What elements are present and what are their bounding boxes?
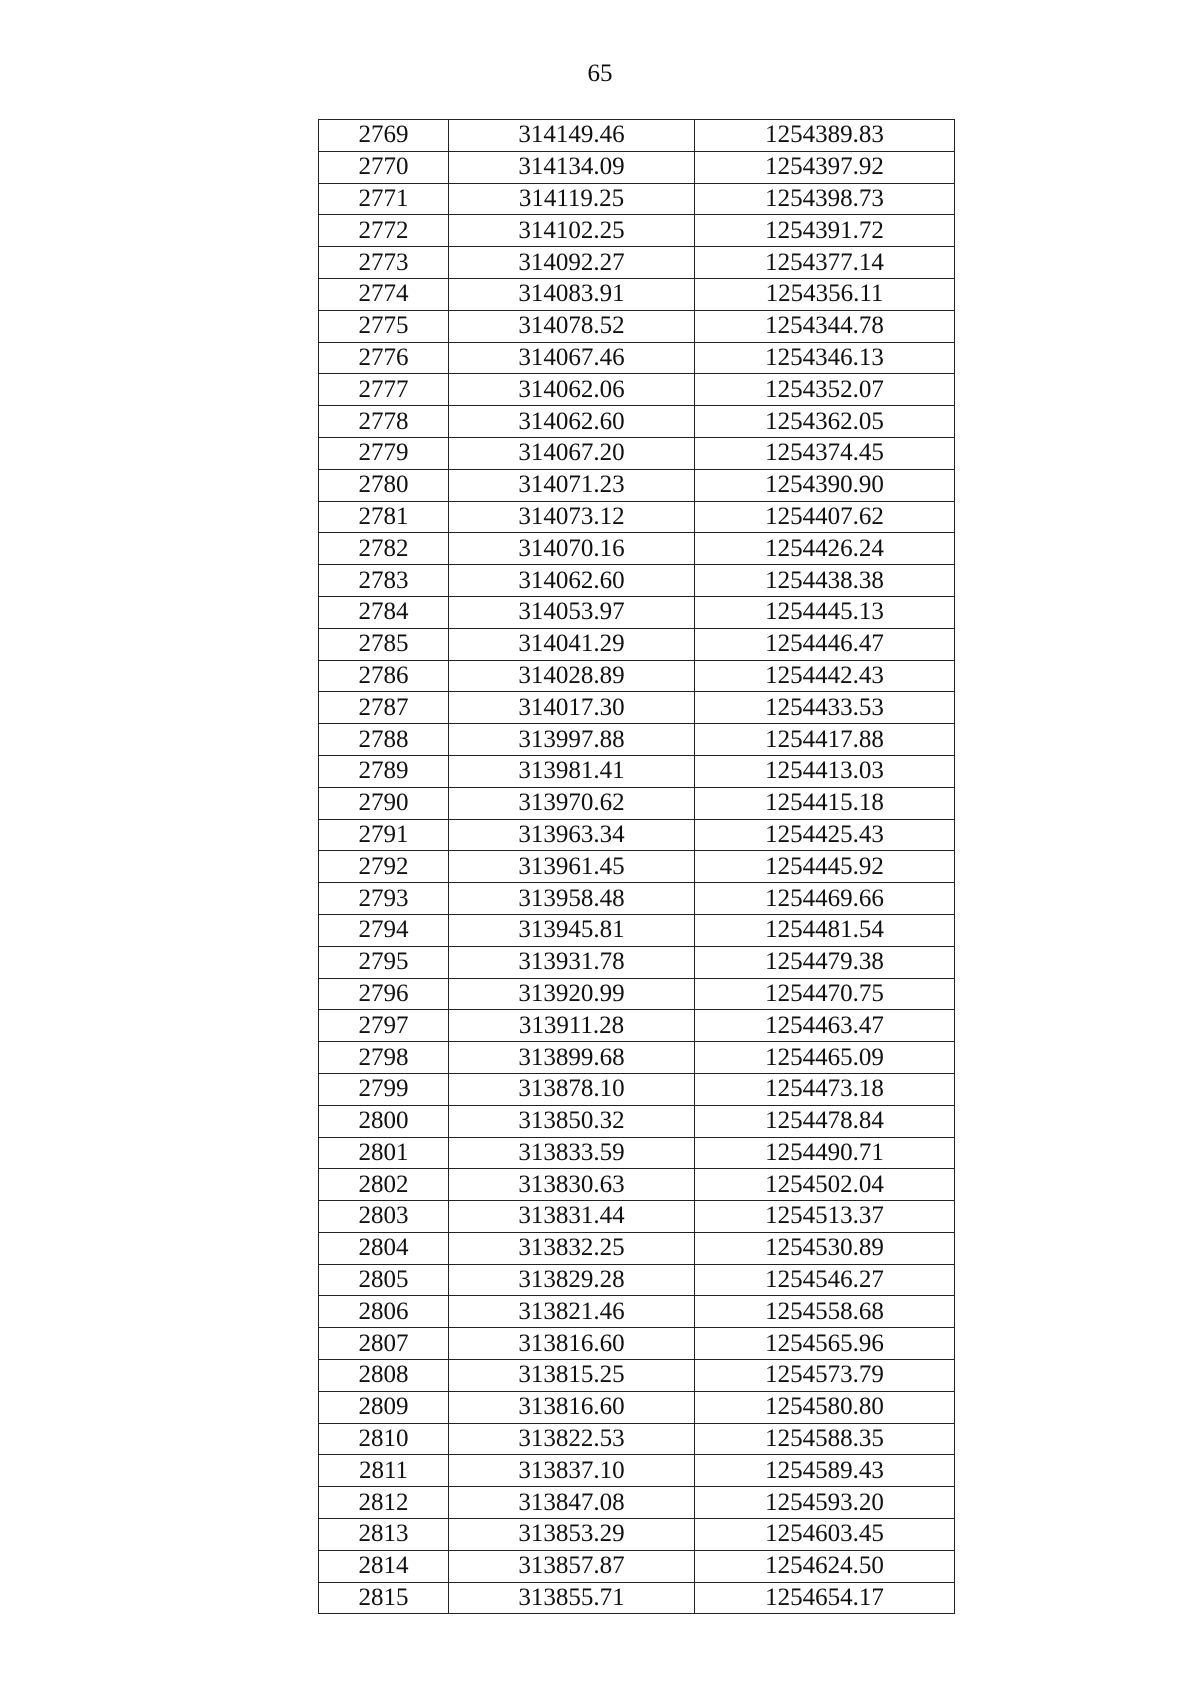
table-row	[319, 692, 955, 724]
y-coordinate-cell: 1254344.78	[695, 310, 955, 342]
table-row	[319, 724, 955, 756]
y-coordinate-cell: 1254513.37	[695, 1201, 955, 1233]
table-row	[319, 406, 955, 438]
point-number-cell: 2778	[319, 406, 449, 438]
x-coordinate-cell: 314017.30	[449, 692, 695, 724]
point-number-cell: 2780	[319, 469, 449, 501]
x-coordinate-cell: 313847.08	[449, 1487, 695, 1519]
table-row	[319, 342, 955, 374]
table-row	[319, 978, 955, 1010]
x-coordinate-cell: 314102.25	[449, 215, 695, 247]
point-number-cell: 2786	[319, 660, 449, 692]
table-row	[319, 628, 955, 660]
table-row	[319, 1391, 955, 1423]
y-coordinate-cell: 1254391.72	[695, 215, 955, 247]
x-coordinate-cell: 313945.81	[449, 914, 695, 946]
x-coordinate-cell: 313832.25	[449, 1232, 695, 1264]
table-row	[319, 883, 955, 915]
point-number-cell: 2774	[319, 278, 449, 310]
table-row	[319, 1487, 955, 1519]
table-row	[319, 1169, 955, 1201]
y-coordinate-cell: 1254580.80	[695, 1391, 955, 1423]
table-row	[319, 596, 955, 628]
point-number-cell: 2797	[319, 1010, 449, 1042]
x-coordinate-cell: 313830.63	[449, 1169, 695, 1201]
point-number-cell: 2788	[319, 724, 449, 756]
point-number-cell: 2775	[319, 310, 449, 342]
y-coordinate-cell: 1254374.45	[695, 437, 955, 469]
table-row	[319, 1455, 955, 1487]
point-number-cell: 2776	[319, 342, 449, 374]
y-coordinate-cell: 1254473.18	[695, 1073, 955, 1105]
y-coordinate-cell: 1254479.38	[695, 946, 955, 978]
table-row	[319, 1105, 955, 1137]
y-coordinate-cell: 1254530.89	[695, 1232, 955, 1264]
table-row	[319, 1582, 955, 1614]
table-row	[319, 1423, 955, 1455]
y-coordinate-cell: 1254407.62	[695, 501, 955, 533]
y-coordinate-cell: 1254356.11	[695, 278, 955, 310]
x-coordinate-cell: 313878.10	[449, 1073, 695, 1105]
y-coordinate-cell: 1254389.83	[695, 120, 955, 152]
x-coordinate-cell: 314041.29	[449, 628, 695, 660]
y-coordinate-cell: 1254481.54	[695, 914, 955, 946]
y-coordinate-cell: 1254442.43	[695, 660, 955, 692]
y-coordinate-cell: 1254445.13	[695, 596, 955, 628]
x-coordinate-cell: 314083.91	[449, 278, 695, 310]
table-row	[319, 247, 955, 279]
y-coordinate-cell: 1254470.75	[695, 978, 955, 1010]
x-coordinate-cell: 314070.16	[449, 533, 695, 565]
table-row	[319, 1232, 955, 1264]
point-number-cell: 2795	[319, 946, 449, 978]
point-number-cell: 2781	[319, 501, 449, 533]
x-coordinate-cell: 313997.88	[449, 724, 695, 756]
x-coordinate-cell: 313911.28	[449, 1010, 695, 1042]
table-row	[319, 1073, 955, 1105]
table-row	[319, 1519, 955, 1551]
table-row	[319, 1328, 955, 1360]
table-row	[319, 1264, 955, 1296]
y-coordinate-cell: 1254546.27	[695, 1264, 955, 1296]
table-row	[319, 914, 955, 946]
table-row	[319, 1042, 955, 1074]
x-coordinate-cell: 314073.12	[449, 501, 695, 533]
y-coordinate-cell: 1254465.09	[695, 1042, 955, 1074]
y-coordinate-cell: 1254573.79	[695, 1360, 955, 1392]
point-number-cell: 2799	[319, 1073, 449, 1105]
point-number-cell: 2798	[319, 1042, 449, 1074]
x-coordinate-cell: 313837.10	[449, 1455, 695, 1487]
point-number-cell: 2770	[319, 151, 449, 183]
x-coordinate-cell: 314067.46	[449, 342, 695, 374]
table-row	[319, 819, 955, 851]
x-coordinate-cell: 313831.44	[449, 1201, 695, 1233]
point-number-cell: 2782	[319, 533, 449, 565]
point-number-cell: 2805	[319, 1264, 449, 1296]
x-coordinate-cell: 314078.52	[449, 310, 695, 342]
table-row	[319, 1550, 955, 1582]
y-coordinate-cell: 1254624.50	[695, 1550, 955, 1582]
x-coordinate-cell: 314067.20	[449, 437, 695, 469]
y-coordinate-cell: 1254558.68	[695, 1296, 955, 1328]
point-number-cell: 2801	[319, 1137, 449, 1169]
x-coordinate-cell: 313958.48	[449, 883, 695, 915]
point-number-cell: 2785	[319, 628, 449, 660]
x-coordinate-cell: 314062.60	[449, 565, 695, 597]
y-coordinate-cell: 1254413.03	[695, 755, 955, 787]
table-row	[319, 1201, 955, 1233]
table-row	[319, 501, 955, 533]
y-coordinate-cell: 1254589.43	[695, 1455, 955, 1487]
x-coordinate-cell: 313899.68	[449, 1042, 695, 1074]
x-coordinate-cell: 313816.60	[449, 1391, 695, 1423]
point-number-cell: 2806	[319, 1296, 449, 1328]
table-row	[319, 120, 955, 152]
point-number-cell: 2769	[319, 120, 449, 152]
point-number-cell: 2807	[319, 1328, 449, 1360]
point-number-cell: 2815	[319, 1582, 449, 1614]
page-number: 65	[587, 60, 613, 87]
y-coordinate-cell: 1254377.14	[695, 247, 955, 279]
x-coordinate-cell: 314071.23	[449, 469, 695, 501]
point-number-cell: 2771	[319, 183, 449, 215]
y-coordinate-cell: 1254425.43	[695, 819, 955, 851]
y-coordinate-cell: 1254398.73	[695, 183, 955, 215]
y-coordinate-cell: 1254565.96	[695, 1328, 955, 1360]
x-coordinate-cell: 313829.28	[449, 1264, 695, 1296]
table-row	[319, 469, 955, 501]
x-coordinate-cell: 313855.71	[449, 1582, 695, 1614]
point-number-cell: 2808	[319, 1360, 449, 1392]
y-coordinate-cell: 1254438.38	[695, 565, 955, 597]
y-coordinate-cell: 1254593.20	[695, 1487, 955, 1519]
x-coordinate-cell: 313816.60	[449, 1328, 695, 1360]
point-number-cell: 2802	[319, 1169, 449, 1201]
table-row	[319, 1296, 955, 1328]
x-coordinate-cell: 314149.46	[449, 120, 695, 152]
y-coordinate-cell: 1254415.18	[695, 787, 955, 819]
y-coordinate-cell: 1254352.07	[695, 374, 955, 406]
table-row	[319, 310, 955, 342]
y-coordinate-cell: 1254445.92	[695, 851, 955, 883]
point-number-cell: 2787	[319, 692, 449, 724]
x-coordinate-cell: 313850.32	[449, 1105, 695, 1137]
x-coordinate-cell: 313853.29	[449, 1519, 695, 1551]
y-coordinate-cell: 1254478.84	[695, 1105, 955, 1137]
point-number-cell: 2772	[319, 215, 449, 247]
point-number-cell: 2777	[319, 374, 449, 406]
x-coordinate-cell: 314119.25	[449, 183, 695, 215]
point-number-cell: 2779	[319, 437, 449, 469]
x-coordinate-cell: 313821.46	[449, 1296, 695, 1328]
table-row	[319, 1360, 955, 1392]
y-coordinate-cell: 1254390.90	[695, 469, 955, 501]
table-row	[319, 278, 955, 310]
x-coordinate-cell: 313970.62	[449, 787, 695, 819]
table-row	[319, 215, 955, 247]
point-number-cell: 2811	[319, 1455, 449, 1487]
point-number-cell: 2800	[319, 1105, 449, 1137]
point-number-cell: 2790	[319, 787, 449, 819]
y-coordinate-cell: 1254346.13	[695, 342, 955, 374]
y-coordinate-cell: 1254397.92	[695, 151, 955, 183]
table-row	[319, 151, 955, 183]
x-coordinate-cell: 313815.25	[449, 1360, 695, 1392]
x-coordinate-cell: 313931.78	[449, 946, 695, 978]
y-coordinate-cell: 1254490.71	[695, 1137, 955, 1169]
point-number-cell: 2791	[319, 819, 449, 851]
point-number-cell: 2810	[319, 1423, 449, 1455]
y-coordinate-cell: 1254469.66	[695, 883, 955, 915]
x-coordinate-cell: 314062.06	[449, 374, 695, 406]
table-row	[319, 183, 955, 215]
x-coordinate-cell: 314134.09	[449, 151, 695, 183]
y-coordinate-cell: 1254502.04	[695, 1169, 955, 1201]
table-row	[319, 565, 955, 597]
y-coordinate-cell: 1254362.05	[695, 406, 955, 438]
y-coordinate-cell: 1254433.53	[695, 692, 955, 724]
point-number-cell: 2789	[319, 755, 449, 787]
table-row	[319, 787, 955, 819]
x-coordinate-cell: 313981.41	[449, 755, 695, 787]
x-coordinate-cell: 313833.59	[449, 1137, 695, 1169]
point-number-cell: 2783	[319, 565, 449, 597]
y-coordinate-cell: 1254446.47	[695, 628, 955, 660]
table-row	[319, 660, 955, 692]
point-number-cell: 2804	[319, 1232, 449, 1264]
y-coordinate-cell: 1254426.24	[695, 533, 955, 565]
table-row	[319, 851, 955, 883]
y-coordinate-cell: 1254603.45	[695, 1519, 955, 1551]
table-row	[319, 374, 955, 406]
y-coordinate-cell: 1254654.17	[695, 1582, 955, 1614]
x-coordinate-cell: 313822.53	[449, 1423, 695, 1455]
table-row	[319, 1137, 955, 1169]
point-number-cell: 2814	[319, 1550, 449, 1582]
point-number-cell: 2793	[319, 883, 449, 915]
y-coordinate-cell: 1254463.47	[695, 1010, 955, 1042]
table-row	[319, 437, 955, 469]
point-number-cell: 2809	[319, 1391, 449, 1423]
coordinates-table-body	[319, 120, 955, 1614]
y-coordinate-cell: 1254417.88	[695, 724, 955, 756]
y-coordinate-cell: 1254588.35	[695, 1423, 955, 1455]
point-number-cell: 2796	[319, 978, 449, 1010]
point-number-cell: 2794	[319, 914, 449, 946]
table-row	[319, 533, 955, 565]
point-number-cell: 2812	[319, 1487, 449, 1519]
point-number-cell: 2813	[319, 1519, 449, 1551]
point-number-cell: 2792	[319, 851, 449, 883]
table-row	[319, 1010, 955, 1042]
x-coordinate-cell: 314028.89	[449, 660, 695, 692]
point-number-cell: 2784	[319, 596, 449, 628]
x-coordinate-cell: 314092.27	[449, 247, 695, 279]
x-coordinate-cell: 313857.87	[449, 1550, 695, 1582]
x-coordinate-cell: 313961.45	[449, 851, 695, 883]
point-number-cell: 2773	[319, 247, 449, 279]
table-row	[319, 755, 955, 787]
x-coordinate-cell: 314062.60	[449, 406, 695, 438]
x-coordinate-cell: 314053.97	[449, 596, 695, 628]
coordinates-table	[318, 119, 955, 1614]
x-coordinate-cell: 313963.34	[449, 819, 695, 851]
point-number-cell: 2803	[319, 1201, 449, 1233]
x-coordinate-cell: 313920.99	[449, 978, 695, 1010]
table-row	[319, 946, 955, 978]
